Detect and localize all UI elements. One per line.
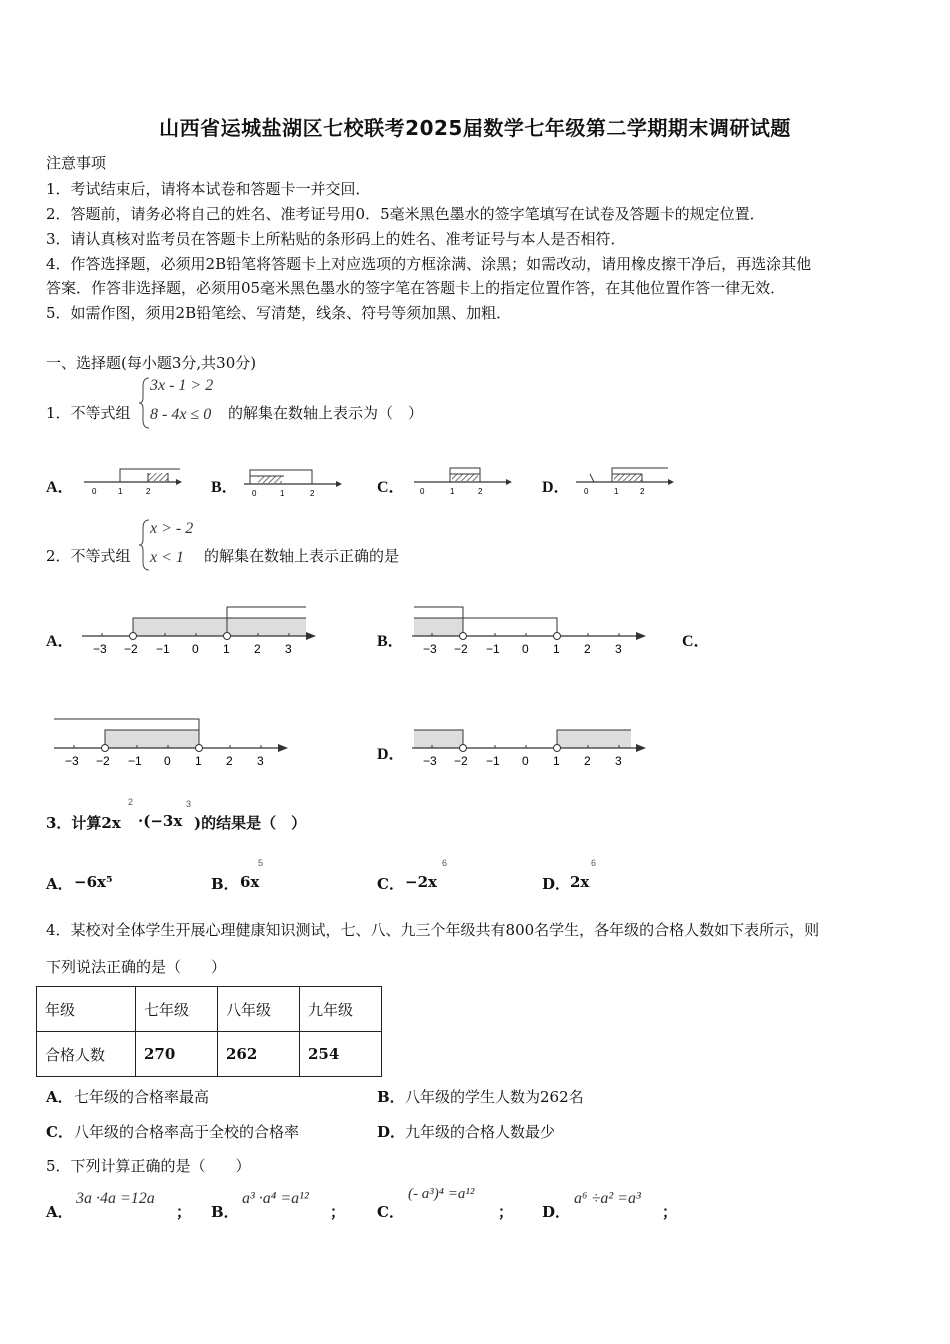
q3-exponent-b: 3 (186, 799, 192, 809)
notice-heading: 注意事项 (46, 154, 107, 172)
q5-option-d-label[interactable]: D． (542, 1203, 571, 1221)
q5-option-d-expr: a⁶ ÷a² =a³ (574, 1190, 641, 1207)
q3-option-b-label[interactable]: B． (211, 875, 239, 893)
tick: 3 (257, 754, 264, 768)
table-cell: 254 (300, 1032, 382, 1077)
q1-option-a-label[interactable]: A． (46, 479, 74, 496)
q4-option-c-text: 八年级的合格率高于全校的合格率 (74, 1123, 300, 1141)
q5-option-b-label[interactable]: B． (211, 1203, 239, 1221)
q4-option-d-label[interactable]: D． (377, 1123, 406, 1141)
q1-option-d-numberline (572, 464, 676, 498)
q5-stem: 5．下列计算正确的是（ ） (46, 1157, 251, 1175)
q5-option-a-label[interactable]: A． (46, 1203, 73, 1221)
tick: −2 (454, 642, 468, 656)
tick: 2 (254, 642, 261, 656)
tick-0: 0 (584, 487, 589, 496)
q2-prefix: 2．不等式组 (46, 547, 131, 565)
q3-exponent-a: 2 (128, 797, 134, 807)
q3-option-a-text: −6x⁵ (74, 873, 113, 891)
notice-item-3: 3．请认真核对监考员在答题卡上所粘贴的条形码上的姓名、准考证号与本人是否相符． (46, 230, 626, 248)
q3-stem-c: )的结果是（ ） (194, 814, 307, 832)
tick-1: 1 (614, 487, 619, 496)
tick: 2 (584, 754, 591, 768)
notice-item-4-cont: 答案．作答非选择题，必须用05毫米黑色墨水的签字笔在答题卡上的指定位置作答，在其他位置作答一律无效． (46, 279, 786, 297)
table-header-cell: 八年级 (218, 987, 300, 1032)
q1-prefix: 1．不等式组 (46, 404, 131, 422)
q2-option-c-numberline (52, 712, 292, 772)
q1-option-c-label[interactable]: C． (377, 479, 405, 496)
q5-option-c-sep: ； (498, 1203, 514, 1221)
tick: 0 (164, 754, 171, 768)
notice-item-2: 2．答题前，请务必将自己的姓名、准考证号用0．5毫米黑色墨水的签字笔填写在试卷及答题卡的规定位置． (46, 205, 765, 223)
table-cell: 270 (136, 1032, 218, 1077)
notice-item-5: 5．如需作图，须用2B铅笔绘、写清楚，线条、符号等须加黑、加粗． (46, 304, 512, 322)
tick: 1 (223, 642, 230, 656)
tick: −2 (96, 754, 110, 768)
q1-option-b-label[interactable]: B． (211, 479, 238, 496)
tick: −3 (423, 754, 437, 768)
tick: 1 (195, 754, 202, 768)
q4-table (36, 986, 382, 1077)
tick: −3 (93, 642, 107, 656)
q2-option-b-label[interactable]: B． (377, 633, 404, 650)
tick: 2 (584, 642, 591, 656)
tick: 0 (192, 642, 199, 656)
q2-option-a-numberline (80, 600, 320, 660)
page-title: 山西省运城盐湖区七校联考2025届数学七年级第二学期期末调研试题 (159, 116, 791, 140)
tick: 3 (285, 642, 292, 656)
tick-0: 0 (420, 487, 425, 496)
q5-option-b-sep: ； (330, 1203, 346, 1221)
tick: 3 (615, 642, 622, 656)
tick: −2 (454, 754, 468, 768)
q3-stem-b: ·(−3x (138, 812, 183, 830)
q1-option-d-label[interactable]: D． (542, 479, 570, 496)
q2-option-a-label[interactable]: A． (46, 633, 74, 650)
q3-option-c-label[interactable]: C． (377, 875, 404, 893)
q1-option-a-numberline (80, 464, 184, 498)
q1-option-b-numberline (240, 466, 344, 500)
q4-option-c-label[interactable]: C． (46, 1123, 73, 1141)
q2-suffix: 的解集在数轴上表示正确的是 (204, 547, 400, 565)
q4-option-b-text: 八年级的学生人数为262名 (405, 1088, 584, 1106)
tick: −1 (128, 754, 142, 768)
q4-option-a-text: 七年级的合格率最高 (74, 1088, 210, 1106)
section-heading: 一、选择题(每小题3分,共30分) (46, 354, 257, 372)
tick: −2 (124, 642, 138, 656)
q5-option-d-sep: ； (662, 1203, 678, 1221)
q1-inequality-2: 8 - 4x ≤ 0 (150, 406, 212, 423)
q3-option-a-label[interactable]: A． (46, 875, 73, 893)
q1-option-c-numberline (410, 464, 514, 498)
q4-option-a-label[interactable]: A． (46, 1088, 73, 1106)
tick: 1 (553, 754, 560, 768)
tick-2: 2 (310, 489, 315, 498)
q5-option-a-expr: 3a ·4a =12a (76, 1190, 155, 1207)
q3-stem-a: 3．计算2x (46, 814, 121, 832)
q3-option-b-exponent: 5 (258, 858, 264, 868)
q1-suffix: 的解集在数轴上表示为（ ） (228, 404, 424, 422)
q2-option-d-label[interactable]: D． (377, 746, 405, 763)
q5-option-a-sep: ； (176, 1203, 192, 1221)
tick: −3 (65, 754, 79, 768)
q2-inequality-2: x < 1 (150, 549, 184, 566)
table-cell: 262 (218, 1032, 300, 1077)
q2-option-d-numberline (410, 712, 650, 772)
notice-item-1: 1．考试结束后，请将本试卷和答题卡一并交回． (46, 180, 371, 198)
notice-item-4: 4．作答选择题，必须用2B铅笔将答题卡上对应选项的方框涂满、涂黑；如需改动，请用橡皮擦干净后，再选涂其他 (46, 255, 812, 273)
tick-1: 1 (280, 489, 285, 498)
table-header-cell: 七年级 (136, 987, 218, 1032)
tick: −3 (423, 642, 437, 656)
q4-option-b-label[interactable]: B． (377, 1088, 405, 1106)
tick: 0 (522, 754, 529, 768)
q3-option-c-text: −2x (405, 873, 437, 891)
q5-option-c-expr: (- a³)⁴ =a¹² (408, 1186, 475, 1202)
tick: −1 (486, 642, 500, 656)
tick-2: 2 (640, 487, 645, 496)
q2-option-c-label[interactable]: C． (682, 633, 710, 650)
tick-1: 1 (450, 487, 455, 496)
tick-0: 0 (252, 489, 257, 498)
table-row (37, 987, 382, 1032)
tick: 0 (522, 642, 529, 656)
tick-0: 0 (92, 487, 97, 496)
q3-option-b-text: 6x (240, 873, 260, 891)
q3-option-d-exponent: 6 (591, 858, 597, 868)
table-header-cell: 年级 (37, 987, 136, 1032)
tick-2: 2 (146, 487, 151, 496)
tick: −1 (156, 642, 170, 656)
q4-stem-line-2: 下列说法正确的是（ ） (46, 958, 227, 976)
tick: 2 (226, 754, 233, 768)
tick: −1 (486, 754, 500, 768)
q5-option-b-expr: a³ ·a⁴ =a¹² (242, 1190, 309, 1207)
tick-1: 1 (118, 487, 123, 496)
q1-inequality-1: 3x - 1 > 2 (150, 377, 214, 394)
q3-option-d-text: 2x (570, 873, 590, 891)
tick: 1 (553, 642, 560, 656)
q3-option-d-label[interactable]: D． (542, 875, 571, 893)
q3-option-c-exponent: 6 (442, 858, 448, 868)
table-header-cell: 九年级 (300, 987, 382, 1032)
tick: 3 (615, 754, 622, 768)
table-cell: 合格人数 (37, 1032, 136, 1077)
q2-inequality-1: x > - 2 (150, 520, 194, 537)
table-row (37, 1032, 382, 1077)
tick-2: 2 (478, 487, 483, 496)
q5-option-c-label[interactable]: C． (377, 1203, 404, 1221)
q2-option-b-numberline (410, 600, 650, 660)
q4-stem-line-1: 4．某校对全体学生开展心理健康知识测试，七、八、九三个年级共有800名学生，各年级的合格人数如下表所示，则 (46, 921, 820, 939)
q4-option-d-text: 九年级的合格人数最少 (405, 1123, 556, 1141)
